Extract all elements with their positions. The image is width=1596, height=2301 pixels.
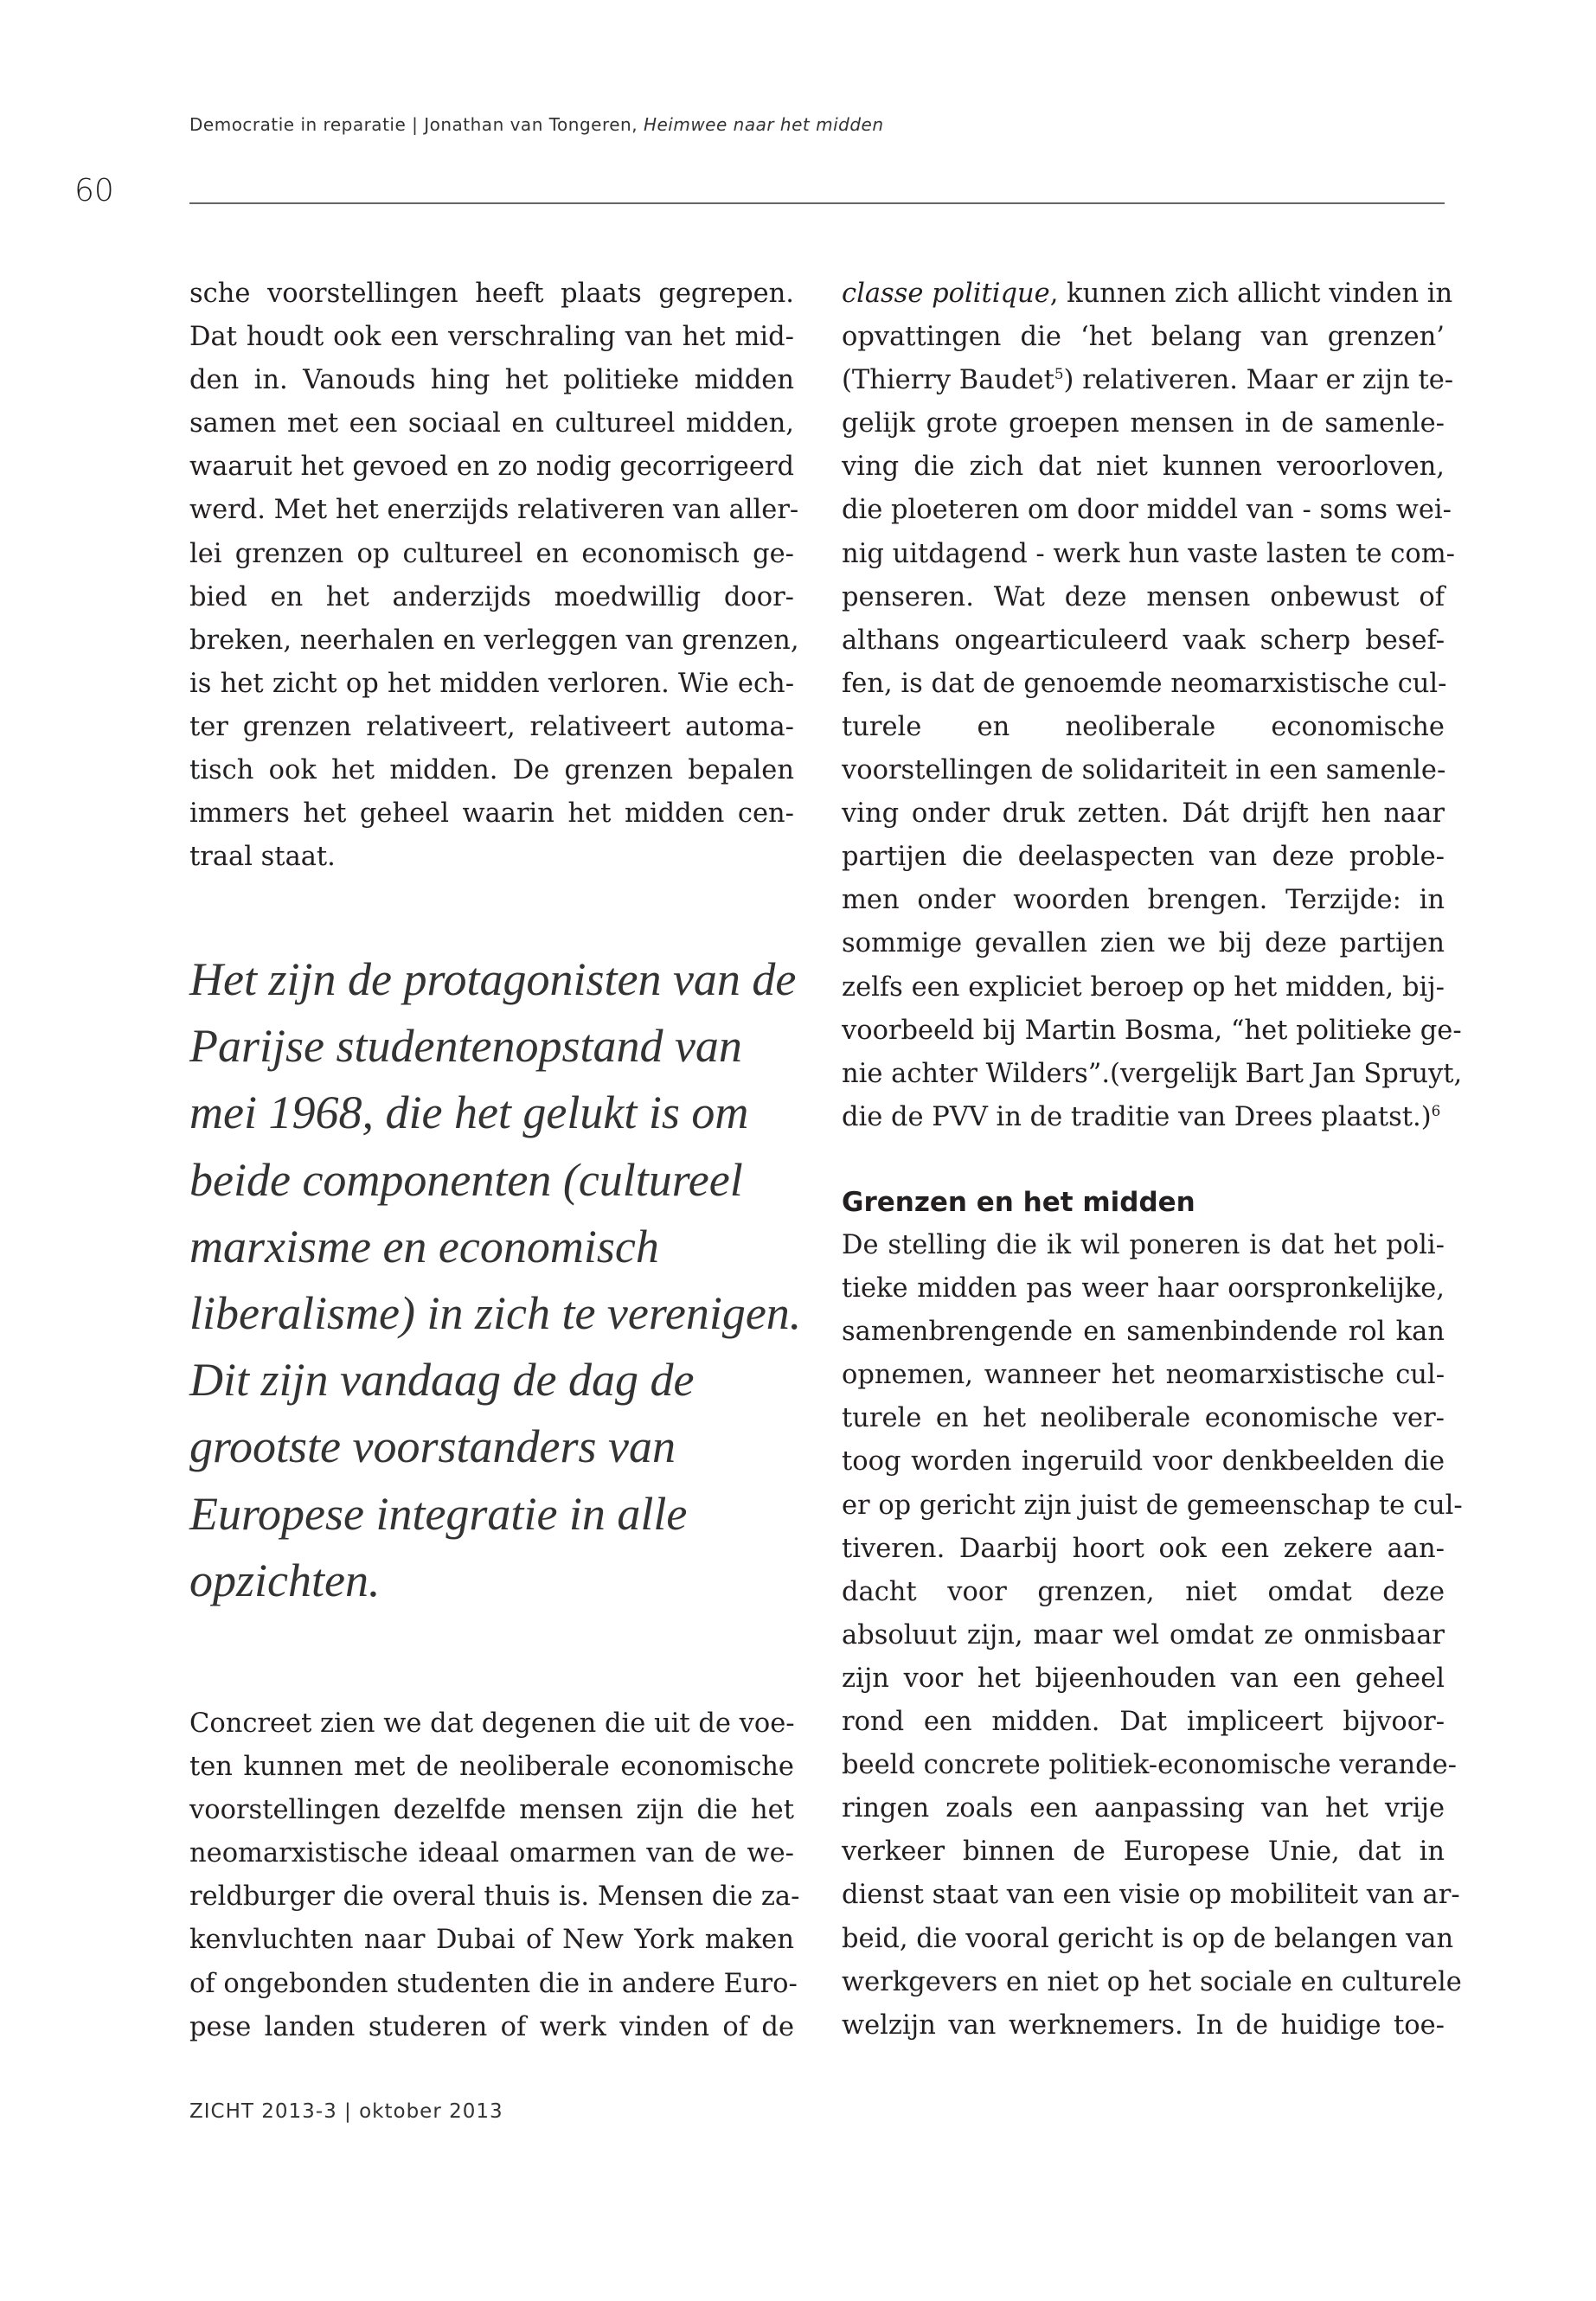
- text-line: werd. Met het enerzijds relativeren van aller-: [189, 495, 799, 526]
- text-line: ving onder druk zetten. Dát drijft hen naar: [842, 798, 1445, 830]
- text-line: immers het geheel waarin het midden cen-: [189, 798, 794, 830]
- text-line: partijen die deelaspecten van deze proble-: [842, 842, 1445, 873]
- italic-phrase: classe politique: [842, 279, 1050, 309]
- text-line: absoluut zijn, maar wel omdat ze onmisbaar: [842, 1619, 1445, 1650]
- left-paragraph-2: [189, 1702, 800, 2049]
- text-line: Parijse studentenopstand van: [189, 1020, 742, 1073]
- page-footer: ZICHT 2013-3 | oktober 2013: [189, 2100, 503, 2123]
- right-paragraph-1: [842, 272, 1463, 1139]
- text-line: Het zijn de protagonisten van de: [189, 953, 797, 1005]
- running-header-section: Democratie in reparatie | Jonathan van Tongeren,: [189, 114, 644, 135]
- text-line: traal staat.: [189, 842, 336, 873]
- text-line: werkgevers en niet op het sociale en culturele: [842, 1966, 1462, 1997]
- text-line: (Thierry Baudet$^5$) relativeren. Maar er zijn te-: [842, 365, 1454, 396]
- text-line: kenvluchten naar Dubai of New York maken: [189, 1925, 794, 1956]
- text-line: lei grenzen op cultureel en economisch ge-: [189, 538, 794, 569]
- text-line-rest: , kunnen zich allicht vinden in: [1049, 279, 1453, 309]
- text-line: turele en neoliberale economische: [842, 711, 1445, 742]
- text-line: turele en het neoliberale economische ver-: [842, 1403, 1445, 1434]
- right-paragraph-1-lines: [842, 316, 1463, 1139]
- text-line: dienst staat van een visie op mobiliteit van ar-: [842, 1880, 1460, 1911]
- text-line: voorbeeld bij Martin Bosma, “het politieke ge-: [842, 1015, 1462, 1046]
- text-line: dacht voor grenzen, niet omdat deze: [842, 1576, 1445, 1607]
- text-line: beid, die vooral gericht is op de belangen van: [842, 1923, 1454, 1954]
- text-line: tieke midden pas weer haar oorspronkelijke,: [842, 1273, 1445, 1304]
- text-line: of ongebonden studenten die in andere Euro-: [189, 1968, 798, 1999]
- text-line: voorstellingen dezelfde mensen zijn die het: [189, 1795, 794, 1826]
- text-line: pese landen studeren of werk vinden of de: [189, 2011, 794, 2042]
- text-line: waaruit het gevoed en zo nodig gecorrigeerd: [189, 452, 794, 483]
- text-line: is het zicht op het midden verloren. Wie ech-: [189, 668, 794, 699]
- text-line: ten kunnen met de neoliberale economische: [189, 1752, 794, 1783]
- text-line: mei 1968, die het gelukt is om: [189, 1086, 749, 1139]
- text-line: beide componenten (cultureel: [189, 1153, 743, 1206]
- text-line: De stelling die ik wil poneren is dat het poli-: [842, 1230, 1445, 1260]
- pull-quote: [189, 946, 812, 1614]
- text-line: nie achter Wilders”.(vergelijk Bart Jan Spruyt,: [842, 1058, 1463, 1089]
- right-paragraph-2: [842, 1224, 1463, 2048]
- text-line: grootste voorstanders van: [189, 1420, 676, 1473]
- text-line: tiveren. Daarbij hoort ook een zekere aan-: [842, 1533, 1445, 1564]
- text-line: opzichten.: [189, 1554, 381, 1606]
- text-line: zelfs een expliciet beroep op het midden, bij-: [842, 971, 1445, 1003]
- text-line: welzijn van werknemers. In de huidige toe-: [842, 2009, 1445, 2041]
- text-line: opnemen, wanneer het neomarxistische cul-: [842, 1360, 1445, 1391]
- text-line: den in. Vanouds hing het politieke midden: [189, 365, 794, 396]
- text-line: er op gericht zijn juist de gemeenschap te cul-: [842, 1490, 1463, 1521]
- text-line: neomarxistische ideaal omarmen van de we-: [189, 1838, 794, 1869]
- text-line: toog worden ingeruild voor denkbeelden die: [842, 1446, 1445, 1477]
- text-line: verkeer binnen de Europese Unie, dat in: [842, 1836, 1445, 1868]
- text-line: samenbrengende en samenbindende rol kan: [842, 1317, 1445, 1348]
- text-line: Europese integratie in alle: [189, 1487, 688, 1540]
- text-line: althans ongearticuleerd vaak scherp besef-: [842, 625, 1445, 656]
- text-line: beeld concrete politiek-economische verande-: [842, 1750, 1457, 1781]
- text-line: ter grenzen relativeert, relativeert automa-: [189, 711, 794, 742]
- running-header: [189, 114, 884, 135]
- text-line: nig uitdagend - werk hun vaste lasten te com-: [842, 538, 1455, 569]
- text-line: gelijk grote groepen mensen in de samenle-: [842, 408, 1445, 439]
- text-line: samen met een sociaal en cultureel midden,: [189, 408, 794, 439]
- text-line: sche voorstellingen heeft plaats gegrepen.: [189, 279, 794, 309]
- text-line: sommige gevallen zien we bij deze partijen: [842, 928, 1445, 959]
- text-line: fen, is dat de genoemde neomarxistische cul-: [842, 668, 1447, 699]
- text-line: [842, 272, 1453, 316]
- text-line: ving die zich dat niet kunnen veroorloven,: [842, 452, 1445, 483]
- text-line: die de PVV in de traditie van Drees plaatst.)$^6$: [842, 1101, 1441, 1132]
- section-heading: Grenzen en het midden: [842, 1187, 1195, 1218]
- text-line: rond een midden. Dat impliceert bijvoor-: [842, 1707, 1445, 1738]
- text-line: zijn voor het bijeenhouden van een geheel: [842, 1663, 1445, 1694]
- text-line: men onder woorden brengen. Terzijde: in: [842, 885, 1445, 916]
- text-line: opvattingen die ‘het belang van grenzen’: [842, 322, 1445, 353]
- text-line: ringen zoals een aanpassing van het vrije: [842, 1793, 1445, 1824]
- text-line: die ploeteren om door middel van - soms wei-: [842, 495, 1452, 526]
- text-line: voorstellingen de solidariteit in een samenle-: [842, 755, 1446, 786]
- text-line: Dat houdt ook een verschraling van het mid-: [189, 322, 794, 353]
- text-line: bied en het anderzijds moedwillig door-: [189, 581, 794, 612]
- text-line: tisch ook het midden. De grenzen bepalen: [189, 755, 794, 786]
- text-line: marxisme en economisch: [189, 1220, 659, 1272]
- text-line: Concreet zien we dat degenen die uit de voe-: [189, 1708, 795, 1739]
- running-header-title: Heimwee naar het midden: [643, 114, 884, 135]
- text-line: breken, neerhalen en verleggen van grenzen,: [189, 625, 799, 656]
- page-number: 60: [74, 173, 114, 208]
- header-rule: [189, 202, 1445, 204]
- text-line: Dit zijn vandaag de dag de: [189, 1354, 695, 1407]
- text-line: reldburger die overal thuis is. Mensen die za-: [189, 1881, 800, 1913]
- text-line: liberalisme) in zich te verenigen.: [189, 1286, 802, 1339]
- left-paragraph-1: [189, 272, 799, 879]
- text-line: penseren. Wat deze mensen onbewust of: [842, 581, 1445, 612]
